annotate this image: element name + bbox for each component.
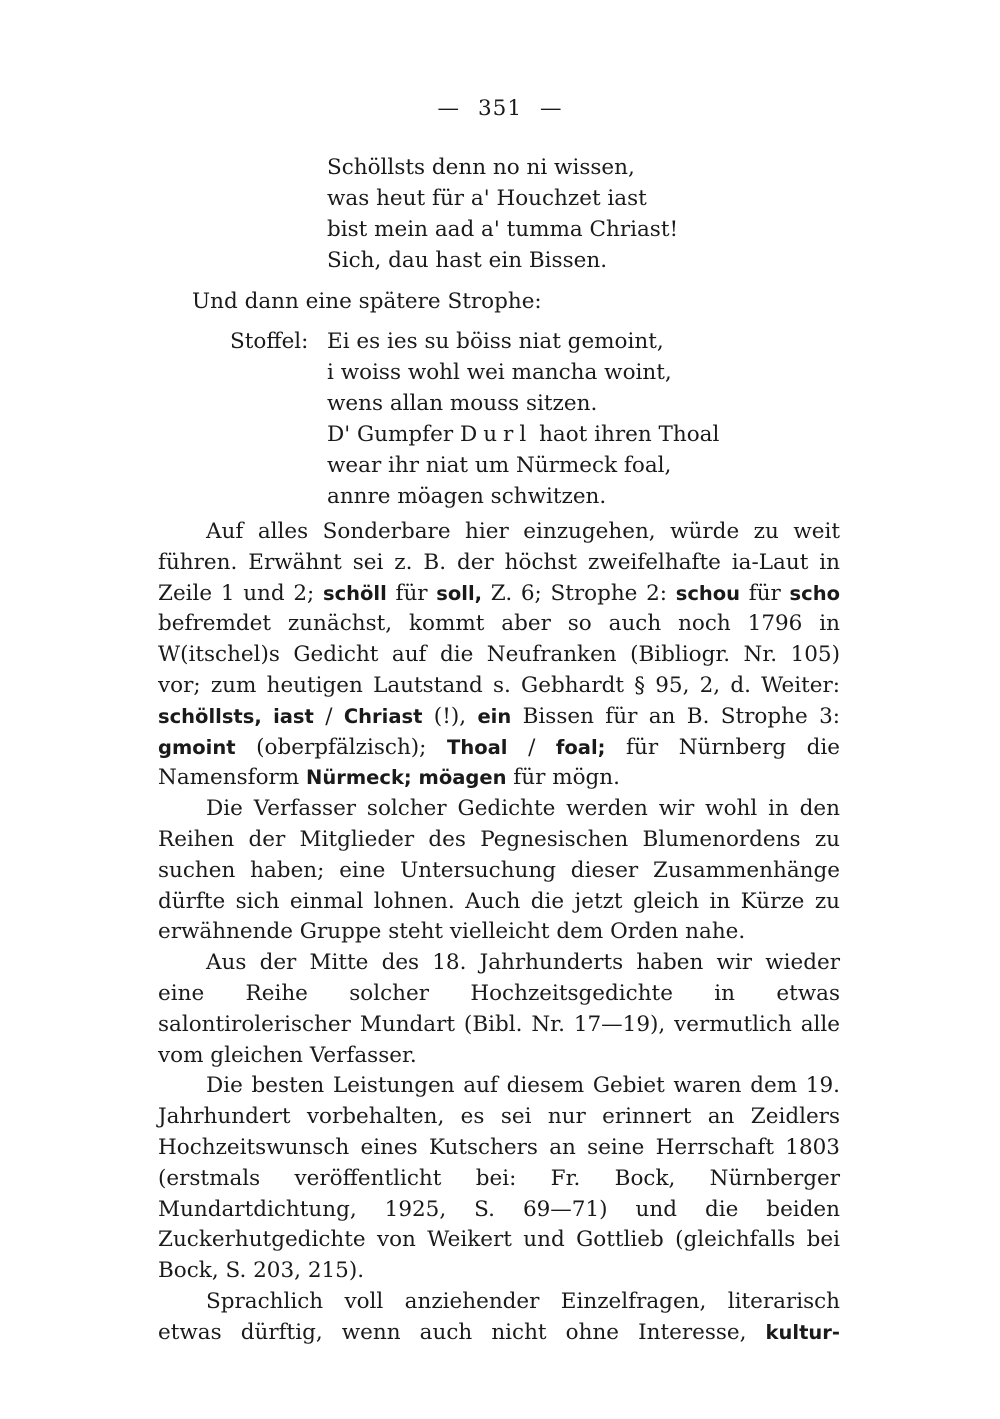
bold-term: kultur- xyxy=(765,1320,840,1344)
text: (oberpfälzisch); xyxy=(235,734,448,760)
bold-term: ein xyxy=(477,704,512,728)
text: Sprachlich voll anziehender Einzelfragen, literarisch etwas dürftig, wenn auch nicht ohne Interesse, xyxy=(158,1288,840,1345)
stanza-intro: Und dann eine spätere Strophe: xyxy=(192,289,542,314)
paragraph xyxy=(158,517,840,794)
paragraph xyxy=(158,1287,840,1349)
text: Auf alles Sonderbare hier einzugehen, würde zu weit führen. Erwähnt sei z. B. der höchst zweifelhafte ia-Laut in Zeile 1 und 2; xyxy=(158,519,840,606)
text: für Nürnberg die Namensform xyxy=(158,734,841,791)
verse-stanza-2 xyxy=(327,326,719,512)
text: für mögn. xyxy=(506,765,620,791)
page-header xyxy=(0,96,1000,121)
bold-term: schou xyxy=(675,581,741,605)
verse-line: Sich, dau hast ein Bissen. xyxy=(327,248,608,273)
verse-line: Schöllsts denn no ni wissen, xyxy=(327,155,635,180)
text: befremdet zunächst, kommt aber so auch noch 1796 in W(itschel)s Gedicht auf die Neufranken (Bibliogr. Nr. 105) vor; zum heutigen Lautstand s. Gebhardt § 95, 2, d. Weiter: xyxy=(158,611,840,698)
paragraph: Die besten Leistungen auf diesem Gebiet waren dem 19. Jahrhundert vorbehalten, es sei nur erinnert an Zeidlers Hochzeitswunsch eines Kutschers an seine Herrschaft 1803 (erstmals veröffentlicht bei: Fr. Bock, Nürnberger Mundartdichtung, 1925, S. 69—71) und die beiden Zuckerhutgedichte von Weikert und Gottlieb (gleichfalls bei Bock, S. 203, 215). xyxy=(158,1073,840,1284)
dash-right: — xyxy=(540,96,563,121)
bold-term: Thoal xyxy=(447,735,508,759)
verse-line: wens allan mouss sitzen. xyxy=(327,391,598,416)
body-text xyxy=(158,517,840,1349)
bold-term: foal; xyxy=(555,735,606,759)
verse-line: annre möagen schwitzen. xyxy=(327,484,607,509)
bold-term: Chriast xyxy=(343,704,423,728)
text: Z. 6; Strophe 2: xyxy=(482,580,676,606)
verse-line: bist mein aad a' tumma Chriast! xyxy=(327,217,679,242)
text: / xyxy=(313,703,344,729)
text: / xyxy=(507,734,556,760)
verse-text: haot ihren Thoal xyxy=(539,422,720,447)
verse-line: Ei es ies su böiss niat gemoint, xyxy=(327,329,664,354)
text: für xyxy=(740,580,790,606)
verse-text: D' Gumpfer xyxy=(327,422,454,447)
text: Bissen für an B. Strophe 3: xyxy=(511,703,840,729)
paragraph: Die Verfasser solcher Gedichte werden wir wohl in den Reihen der Mitglieder des Pegnesischen Blumenordens zu suchen haben; eine Untersuchung dieser Zusammenhänge dürfte sich einmal lohnen. Auch die jetzt gleich in Kürze zu erwähnende Gruppe steht vielleicht dem Orden nahe. xyxy=(158,796,840,945)
verse-line: was heut für a' Houchzet iast xyxy=(327,186,647,211)
text: für xyxy=(386,580,437,606)
verse-line: i woiss wohl wei mancha woint, xyxy=(327,360,672,385)
speaker-label: Stoffel: xyxy=(230,329,309,354)
bold-term: scho xyxy=(789,581,840,605)
bold-term: schöll xyxy=(322,581,387,605)
spaced-name: Durl xyxy=(459,422,533,447)
bold-term: Nürmeck; möagen xyxy=(306,766,507,790)
page-number: 351 xyxy=(477,96,523,121)
verse-line: wear ihr niat um Nürmeck foal, xyxy=(327,453,672,478)
verse-stanza-1 xyxy=(327,152,678,276)
bold-term: soll, xyxy=(436,581,483,605)
text: (!), xyxy=(422,703,478,729)
verse-line xyxy=(327,419,719,450)
dash-left: — xyxy=(437,96,460,121)
bold-term: gmoint xyxy=(158,735,236,759)
paragraph: Aus der Mitte des 18. Jahrhunderts haben wir wieder eine Reihe solcher Hochzeitsgedichte in etwas salontirolerischer Mundart (Bibl. Nr. 17—19), vermutlich alle vom gleichen Verfasser. xyxy=(158,950,840,1068)
bold-term: schöllsts, iast xyxy=(158,704,314,728)
